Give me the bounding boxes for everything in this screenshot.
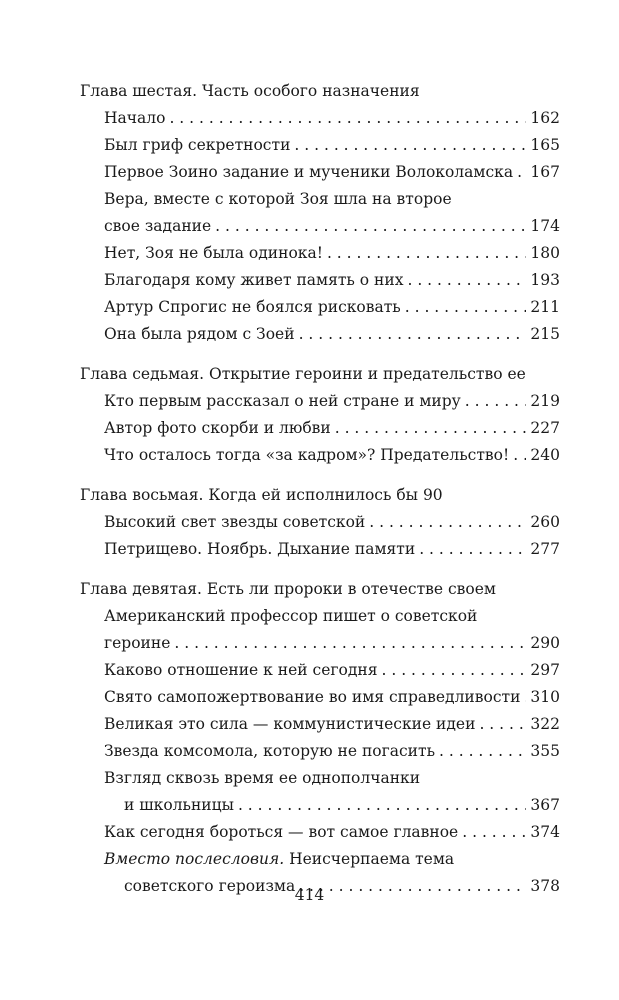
toc-entry-title: Петрищево. Ноябрь. Дыхание памяти xyxy=(104,540,416,558)
dot-leader xyxy=(405,294,527,321)
dot-leader xyxy=(462,819,526,846)
toc-entry-last-line xyxy=(104,630,560,657)
toc-entry-title: Что осталось тогда «за кадром»? Предательство! xyxy=(104,446,510,464)
toc-entry-last-line xyxy=(104,105,560,132)
toc-entry-title: Как сегодня бороться — вот самое главное xyxy=(104,823,459,841)
dot-leader xyxy=(439,738,526,765)
toc-page-number: 193 xyxy=(530,271,560,289)
dot-leader xyxy=(513,442,526,469)
toc-entry-first-line xyxy=(104,846,560,873)
toc-entry-title: Свято самопожертвование во имя справедливости xyxy=(104,688,521,706)
toc-page-number: 290 xyxy=(530,634,560,652)
toc-page-number: 297 xyxy=(530,661,560,679)
dot-leader xyxy=(215,213,526,240)
chapter-title: Глава шестая. Часть особого назначения xyxy=(80,82,420,100)
dot-leader xyxy=(382,657,527,684)
toc-page-number: 227 xyxy=(530,419,560,437)
chapter-title: Глава девятая. Есть ли пророки в отечестве своем xyxy=(80,580,496,598)
dot-leader xyxy=(479,711,526,738)
toc-entry-line: Вера, вместе с которой Зоя шла на второе xyxy=(104,190,452,208)
toc-entry-lead-rest: Неисчерпаема тема xyxy=(284,850,455,868)
toc-page-number: 260 xyxy=(530,513,560,531)
toc-entry[interactable] xyxy=(80,388,560,415)
toc-entry-title: Каково отношение к ней сегодня xyxy=(104,661,378,679)
toc-entry[interactable] xyxy=(80,765,560,819)
toc-entry[interactable] xyxy=(80,819,560,846)
toc-page-number: 374 xyxy=(530,823,560,841)
toc-page-number: 162 xyxy=(530,109,560,127)
dot-leader xyxy=(238,792,526,819)
toc-page-number: 355 xyxy=(530,742,560,760)
toc-entry-last-line xyxy=(104,819,560,846)
dot-leader xyxy=(335,415,527,442)
toc-entry[interactable] xyxy=(80,321,560,348)
toc-entry-title: Великая это сила — коммунистические идеи xyxy=(104,715,476,733)
toc-entry-italic-lead: Вместо послесловия. xyxy=(104,850,285,868)
toc-entry-last-line xyxy=(104,711,560,738)
toc-entry[interactable] xyxy=(80,132,560,159)
toc-entry-title: Начало xyxy=(104,109,166,127)
toc-entry[interactable] xyxy=(80,159,560,186)
toc-entry[interactable] xyxy=(80,240,560,267)
toc-entry-last-line xyxy=(104,321,560,348)
dot-leader xyxy=(524,684,526,711)
toc-entry-title: Автор фото скорби и любви xyxy=(104,419,331,437)
toc-entry-last-line xyxy=(104,159,560,186)
toc-page-number: 378 xyxy=(530,877,560,895)
toc-entry-last-line xyxy=(104,509,560,536)
toc-entry[interactable] xyxy=(80,711,560,738)
toc-entry[interactable] xyxy=(80,267,560,294)
toc-entry[interactable] xyxy=(80,105,560,132)
toc-page-number: 322 xyxy=(530,715,560,733)
toc-entry-title: Высокий свет звезды советской xyxy=(104,513,366,531)
toc-entry-last-line xyxy=(104,132,560,159)
toc-entry[interactable] xyxy=(80,442,560,469)
toc-entry-title: и школьницы xyxy=(124,796,234,814)
toc-page-number: 180 xyxy=(530,244,560,262)
toc-page-number: 240 xyxy=(530,446,560,464)
toc-entry-title: Артур Спрогис не боялся рисковать xyxy=(104,298,401,316)
toc-entry-last-line xyxy=(104,415,560,442)
toc-page-number: 215 xyxy=(530,325,560,343)
toc-page-number: 165 xyxy=(530,136,560,154)
toc-entry-last-line xyxy=(104,294,560,321)
toc-page-number: 167 xyxy=(530,163,560,181)
toc-chapter xyxy=(80,576,560,900)
toc-entry-last-line xyxy=(104,684,560,711)
toc-entry-last-line xyxy=(104,792,560,819)
toc-entry[interactable] xyxy=(80,738,560,765)
toc-entry-last-line xyxy=(104,267,560,294)
dot-leader xyxy=(369,509,526,536)
toc-entry-title: советского героизма xyxy=(124,877,296,895)
toc-page-number: 367 xyxy=(530,796,560,814)
toc-entry-title: Благодаря кому живет память о них xyxy=(104,271,404,289)
toc-entry-last-line xyxy=(104,536,560,563)
toc-entry[interactable] xyxy=(80,415,560,442)
toc-entry-title: Звезда комсомола, которую не погасить xyxy=(104,742,436,760)
toc-page-number: 174 xyxy=(530,217,560,235)
toc-page-number: 219 xyxy=(530,392,560,410)
toc-entry[interactable] xyxy=(80,684,560,711)
toc-chapter xyxy=(80,361,560,469)
toc-entry-last-line xyxy=(104,240,560,267)
toc-entry[interactable] xyxy=(80,186,560,240)
dot-leader xyxy=(294,132,526,159)
dot-leader xyxy=(517,159,526,186)
toc-entry-line: Американский профессор пишет о советской xyxy=(104,607,478,625)
dot-leader xyxy=(169,105,526,132)
toc-entry-last-line xyxy=(104,213,560,240)
toc-entry-title: Кто первым рассказал о ней стране и миру xyxy=(104,392,461,410)
toc-entry-last-line xyxy=(104,738,560,765)
chapter-title: Глава восьмая. Когда ей исполнилось бы 90 xyxy=(80,486,443,504)
chapter-title: Глава седьмая. Открытие героини и предательство ее xyxy=(80,365,526,383)
toc-entry-title: Первое Зоино задание и мученики Волоколамска xyxy=(104,163,514,181)
dot-leader xyxy=(465,388,527,415)
toc-entry-title: Нет, Зоя не была одинока! xyxy=(104,244,323,262)
toc-page-number: 277 xyxy=(530,540,560,558)
table-of-contents xyxy=(80,78,560,913)
toc-entry[interactable] xyxy=(80,509,560,536)
toc-entry[interactable] xyxy=(80,294,560,321)
toc-chapter xyxy=(80,482,560,563)
dot-leader xyxy=(174,630,526,657)
toc-entry-title: свое задание xyxy=(104,217,212,235)
toc-entry-last-line xyxy=(104,442,560,469)
toc-chapter xyxy=(80,78,560,348)
toc-entry-last-line xyxy=(104,388,560,415)
toc-entry-title: Она была рядом с Зоей xyxy=(104,325,295,343)
dot-leader xyxy=(299,321,527,348)
toc-page-number: 211 xyxy=(530,298,560,316)
dot-leader xyxy=(407,267,526,294)
toc-entry[interactable] xyxy=(80,657,560,684)
toc-page-number: 310 xyxy=(530,688,560,706)
toc-entry-title: героине xyxy=(104,634,171,652)
dot-leader xyxy=(419,536,526,563)
toc-entry[interactable] xyxy=(80,603,560,657)
toc-entry-line: Взгляд сквозь время ее однополчанки xyxy=(104,769,421,787)
toc-entry-title: Был гриф секретности xyxy=(104,136,291,154)
toc-entry[interactable] xyxy=(80,536,560,563)
toc-entry-last-line xyxy=(104,657,560,684)
dot-leader xyxy=(327,240,526,267)
page-number: 414 xyxy=(294,886,325,904)
